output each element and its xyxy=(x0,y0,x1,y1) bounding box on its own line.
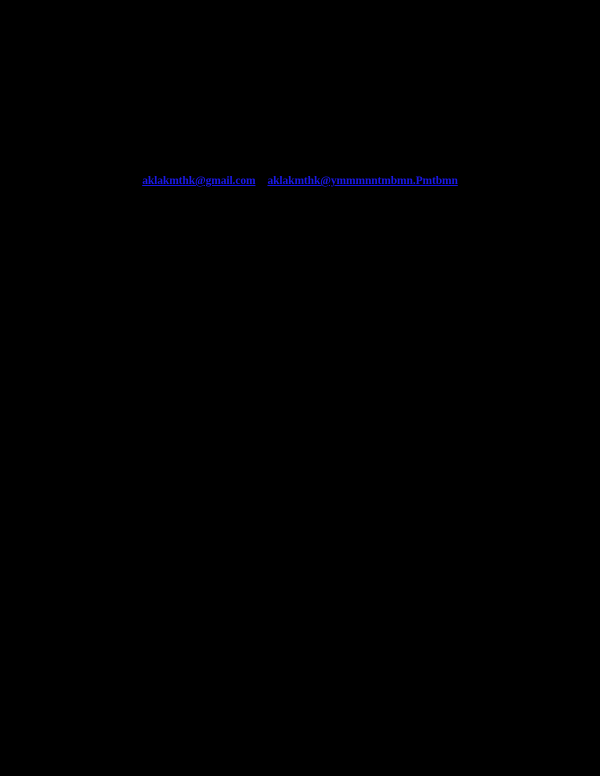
author-email-link-2[interactable]: aklakmthk@ymmmnntmbmn.Pmtbmn xyxy=(267,175,458,187)
author-email-links xyxy=(0,175,600,189)
author-email-link-1[interactable]: aklakmthk@gmail.com xyxy=(142,175,256,187)
paper-body xyxy=(70,330,530,340)
